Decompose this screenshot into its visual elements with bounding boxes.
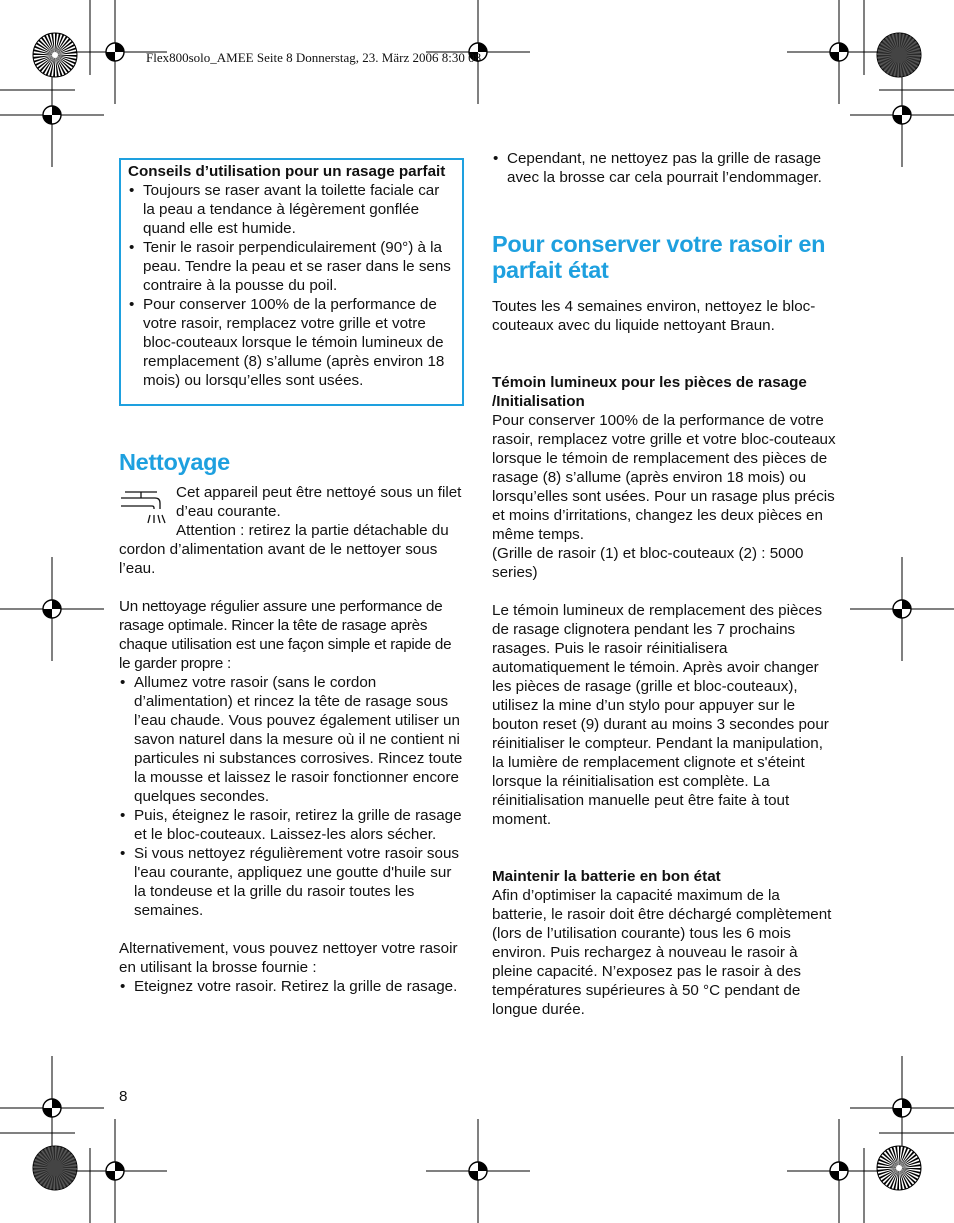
battery-text: Afin d’optimiser la capacité maximum de la batterie, le rasoir doit être déchargé complètement (lors de l’utilisation courante) tous les 6 mois environ. Puis rechargez à nouveau le rasoir à pleine capacité. N’exposez pas le rasoir à des températures supérieures à 50 °C pendant de longue durée. (492, 887, 832, 1018)
registration-mark-icon (0, 1056, 104, 1160)
registration-mark-icon (426, 1119, 530, 1223)
color-wheel-icon (877, 1146, 921, 1190)
registration-mark-icon (0, 63, 104, 167)
cleaning-step: • Si vous nettoyez régulièrement votre rasoir sous l'eau courante, appliquez une goutte d'huile sur la tondeuse et la grille du rasoir toutes les semaines. (119, 844, 464, 920)
indicator-text-2: (Grille de rasoir (1) et bloc-couteaux (2) : 5000 series) (492, 545, 804, 581)
faucet-icon (119, 487, 171, 537)
brush-steps (119, 977, 464, 996)
registration-mark-icon (850, 1056, 954, 1160)
registration-mark-icon (63, 1119, 167, 1223)
registration-mark-icon (850, 557, 954, 661)
registration-mark-icon (0, 557, 104, 661)
left-column (119, 158, 464, 996)
indicator-text-1: Pour conserver 100% de la performance de votre rasoir, remplacez votre grille et votre bloc-couteaux lorsque le témoin de remplacement des pièces de rasage (8) s’allume (après environ 18 mois) ou lorsqu’elles sont usées. Pour un rasage plus précis et moins d’irritations, changez les deux pièces en même temps. (492, 412, 836, 543)
brush-steps-continued (492, 149, 837, 187)
maintain-heading: Pour conserver votre rasoir en parfait état (492, 231, 826, 283)
tips-title: Conseils d’utilisation pour un rasage parfait (128, 163, 446, 180)
cleaning-heading: Nettoyage (119, 449, 230, 475)
battery-heading: Maintenir la batterie en bon état (492, 868, 721, 885)
cleaning-brush-text: Alternativement, vous pouvez nettoyer votre rasoir en utilisant la brosse fournie : (119, 940, 458, 976)
right-column (492, 149, 837, 1019)
brush-step: • Eteignez votre rasoir. Retirez la grille de rasage. (119, 977, 464, 996)
page-number: 8 (119, 1088, 128, 1105)
tips-box (119, 158, 464, 406)
tips-item: • Tenir le rasoir perpendiculairement (90°) à la peau. Tendre la peau et se raser dans le sens contraire à la pousse du poil. (128, 238, 454, 295)
color-wheel-icon (33, 1146, 77, 1190)
registration-mark-icon (787, 1119, 891, 1223)
brush-step: • Cependant, ne nettoyez pas la grille de rasage avec la brosse car cela pourrait l’endommager. (492, 149, 837, 187)
indicator-text-3: Le témoin lumineux de remplacement des pièces de rasage clignotera pendant les 7 prochains rasages. Puis le rasoir réinitialisera automatiquement le témoin. Après avoir changer les pièces de rasage (grille et bloc-couteaux), utilisez la mine d’un stylo pour appuyer sur le bouton reset (9) durant au moins 3 secondes pour réinitialiser le compteur. Pendant la manipulation, la lumière de remplacement clignote et s'éteint lorsque la réinitialisation est complète. La réinitialisation manuelle peut être faite à tout moment. (492, 602, 829, 828)
cleaning-intro-2: Attention : retirez la partie détachable du cordon d’alimentation avant de le nettoyer sous l’eau. (119, 522, 449, 577)
indicator-heading: Témoin lumineux pour les pièces de rasage /Initialisation (492, 374, 807, 410)
cleaning-steps (119, 673, 464, 920)
registration-mark-icon (787, 0, 891, 104)
print-slug: Flex800solo_AMEE Seite 8 Donnerstag, 23. März 2006 8:30 08 (146, 50, 482, 65)
maintain-text: Toutes les 4 semaines environ, nettoyez le bloc-couteaux avec du liquide nettoyant Braun. (492, 298, 816, 334)
cleaning-step: • Allumez votre rasoir (sans le cordon d’alimentation) et rincez la tête de rasage sous l’eau chaude. Vous pouvez également utiliser un savon naturel dans la mesure où il ne contient ni particules ni substances corrosives. Rincez toute la mousse et laissez le rasoir fonctionner encore quelques secondes. (119, 673, 464, 806)
color-wheel-icon (877, 33, 921, 77)
cleaning-regular-text: Un nettoyage régulier assure une performance de rasage optimale. Rincer la tête de rasage après chaque utilisation est une façon simple et rapide de le garder propre : (119, 598, 452, 672)
tips-list (128, 181, 454, 390)
color-wheel-icon (33, 33, 77, 77)
tips-item: • Toujours se raser avant la toilette faciale car la peau a tendance à légèrement gonflée quand elle est humide. (128, 181, 454, 238)
cleaning-step: • Puis, éteignez le rasoir, retirez la grille de rasage et le bloc-couteaux. Laissez-les alors sécher. (119, 806, 464, 844)
tips-item: • Pour conserver 100% de la performance de votre rasoir, remplacez votre grille et votre bloc-couteaux lorsque le témoin lumineux de remplacement (8) s’allume (après environ 18 mois) ou lorsqu’elles sont usées. (128, 295, 454, 390)
cleaning-intro-1: Cet appareil peut être nettoyé sous un filet d’eau courante. (176, 484, 462, 520)
registration-mark-icon (850, 63, 954, 167)
